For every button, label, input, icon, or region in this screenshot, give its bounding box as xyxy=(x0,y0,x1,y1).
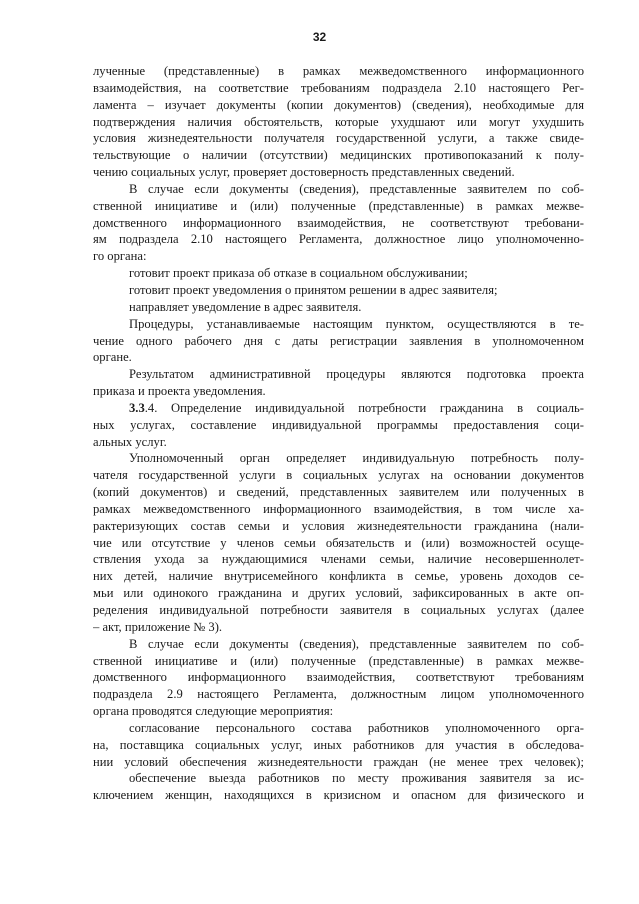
text-line: органе. xyxy=(93,350,132,365)
text-line: чателя государственной услуги в социальных услугах на основании документов xyxy=(93,468,584,483)
text-line: ственной инициативе и (или) полученные (представленные) в рамках межве- xyxy=(93,653,584,668)
text-line: Результатом административной процедуры являются подготовка проекта xyxy=(129,367,584,382)
line-text: .4. Определение индивидуальной потребности гражданина в социаль- xyxy=(144,400,584,415)
document-body xyxy=(93,63,584,804)
text-line: ям подраздела 2.10 настоящего Регламента, должностное лицо уполномоченно- xyxy=(93,232,584,247)
text-line: чие или отсутствие у членов семьи обязательств и (или) возможностей осуще- xyxy=(93,535,584,550)
text-line: – акт, приложение № 3). xyxy=(93,619,223,634)
text-line: домственного информационного взаимодействия, соответствуют требованиям xyxy=(93,670,584,685)
text-line: мьи или одинокого гражданина и других условий, зафиксированных в акте оп- xyxy=(93,586,584,601)
text-line: рамках межведомственного информационного взаимодействия, в том числе ха- xyxy=(93,501,584,516)
text-line: приказа и проекта уведомления. xyxy=(93,384,266,399)
text-line: альных услуг. xyxy=(93,434,167,449)
text-line: Уполномоченный орган определяет индивидуальную потребность полу- xyxy=(129,451,584,466)
text-line: направляет уведомление в адрес заявителя. xyxy=(129,299,362,314)
text-line: готовит проект уведомления о принятом решении в адрес заявителя; xyxy=(129,282,498,297)
text-line: (копий документов) и сведений, представленных заявителем или полученных в xyxy=(93,485,584,500)
text-line: лученные (представленные) в рамках межведомственного информационного xyxy=(93,64,584,78)
text-line: го органа: xyxy=(93,249,147,264)
text-line: них детей, наличие внутрисемейного конфликта в семье, уровень доходов се- xyxy=(93,569,584,584)
text-line: согласование персонального состава работников уполномоченного орга- xyxy=(129,720,584,735)
text-line: обеспечение выезда работников по месту проживания заявителя за ис- xyxy=(129,771,584,786)
text-line: подтверждения наличия обстоятельств, которые ухудшают или могут ухудшить xyxy=(93,114,584,129)
text-line: на, поставщика социальных услуг, иных работников для участия в обследова- xyxy=(93,737,584,752)
text-line: чение одного рабочего дня с даты регистрации заявления в уполномоченном xyxy=(93,333,584,348)
text-line: органа проводятся следующие мероприятия: xyxy=(93,704,334,719)
text-line: ределения индивидуальной потребности заявителя в социальных услугах (далее xyxy=(93,603,584,617)
text-line: условия жизнедеятельности получателя государственной услуги, а также свиде- xyxy=(93,131,584,146)
text-line: ключением женщин, находящихся в кризисном и опасном для физического и xyxy=(93,788,584,803)
text-line: рактеризующих состав семьи и условия жизнедеятельности гражданина (нали- xyxy=(93,518,584,533)
text-line: взаимодействия, на соответствие требованиям подраздела 2.10 настоящего Рег- xyxy=(93,80,584,95)
text-line: нии условий обеспечения жизнедеятельности граждан (не менее трех человек); xyxy=(93,754,584,769)
text-line: Процедуры, устанавливаемые настоящим пунктом, осуществляются в те- xyxy=(129,316,584,331)
text-line xyxy=(93,400,584,417)
text-line: домственного информационного взаимодействия, не соответствуют требовани- xyxy=(93,215,584,230)
text-line: В случае если документы (сведения), представленные заявителем по соб- xyxy=(129,636,584,651)
text-line: ламента – изучает документы (копии документов) (сведения), необходимые для xyxy=(93,97,584,112)
page-number: 32 xyxy=(312,30,327,44)
text-line: подраздела 2.9 настоящего Регламента, должностным лицом уполномоченного xyxy=(93,687,584,702)
text-line: тельствующие о наличии (отсутствии) медицинских противопоказаний к полу- xyxy=(93,148,584,163)
text-line: ных услугах, составление индивидуальной программы предоставления соци- xyxy=(93,417,584,432)
text-line: готовит проект приказа об отказе в социальном обслуживании; xyxy=(129,266,468,281)
text-line: ственной инициативе и (или) полученные (представленные) в рамках межве- xyxy=(93,198,584,213)
text-line: чению социальных услуг, проверяет достоверность представленных сведений. xyxy=(93,165,515,180)
text-line: ствления ухода за нуждающимися членами семьи, наличие несовершеннолет- xyxy=(93,552,584,567)
section-number: 3.3 xyxy=(129,400,145,415)
text-line: В случае если документы (сведения), представленные заявителем по соб- xyxy=(129,181,584,196)
